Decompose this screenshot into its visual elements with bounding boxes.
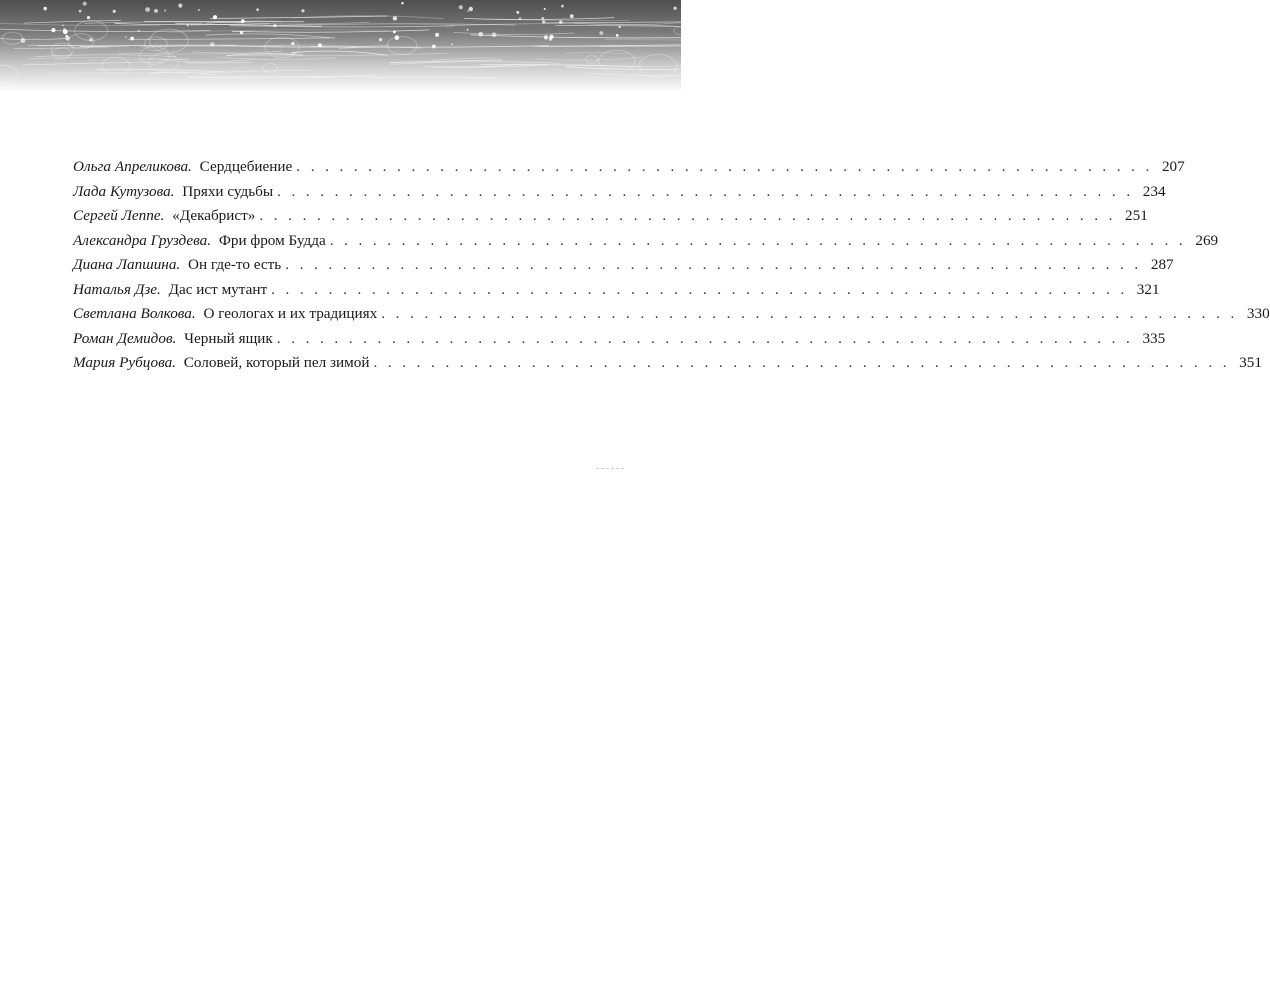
snow-dot [616,34,619,37]
dot-leader: . . . . . . . . . . . . . . . . . . . . . . . . . . . . . . . . . . . . . . . . . . . . . . . . . . . . . . . . . . . . [271,280,1128,298]
snow-dot [145,7,150,12]
toc-title: Пряхи судьбы [182,182,274,200]
snow-dot [570,14,574,18]
snow-dot [154,9,158,13]
toc-page-number: 330 [1246,305,1270,322]
snow-dot [62,25,64,27]
snow-dot [164,10,166,12]
toc-author: Светлана Волкова. [73,305,196,322]
snow-dot [469,7,473,11]
snow-dot [21,38,26,43]
toc-author: Мария Рубцова. [73,354,176,371]
snow-dot [435,33,439,37]
snow-dot [256,8,259,11]
toc-title: Сердцебиение [199,158,293,175]
snow-dot [599,31,603,35]
snow-dot [544,35,548,39]
snow-dot [318,43,322,47]
snow-dot [301,9,304,12]
snow-dot [459,5,463,9]
toc-page-number: 269 [1195,231,1219,249]
toc-page-number: 287 [1150,256,1174,273]
snow-dot [113,10,116,13]
dot-leader: . . . . . . . . . . . . . . . . . . . . . . . . . . . . . . . . . . . . . . . . . . . . . . . . . . . . . . . . . . . . [373,354,1230,371]
toc-title: Фри фром Будда [218,231,326,249]
dot-leader: . . . . . . . . . . . . . . . . . . . . . . . . . . . . . . . . . . . . . . . . . . . . . . . . . . . . . . . . . . . . [285,256,1142,273]
toc-page-number: 335 [1142,329,1166,347]
snow-dot [89,38,93,42]
snow-dot [130,37,134,41]
snow-dot [549,38,552,41]
toc-page-number: 207 [1161,158,1185,175]
winter-pattern-illustration [0,0,681,92]
toc-entry[interactable] [73,302,1270,327]
toc-entry[interactable] [73,204,1148,229]
toc-page-number: 234 [1142,182,1166,200]
toc-title: Черный ящик [184,329,273,347]
snow-dot [291,42,294,45]
toc-author: Александра Груздева. [73,231,212,249]
snow-dot [401,2,403,4]
toc-page-number: 321 [1136,280,1160,298]
snow-dot [79,10,82,13]
snow-dot [178,4,182,8]
snow-dot [87,16,90,19]
snow-dot [83,2,87,6]
toc-page-number: 251 [1125,207,1148,224]
snow-dot [542,20,545,23]
snow-dot [478,32,483,37]
toc-title: Он где-то есть [188,256,282,273]
toc-entry[interactable] [73,253,1174,278]
dot-leader: . . . . . . . . . . . . . . . . . . . . . . . . . . . . . . . . . . . . . . . . . . . . . . . . . . . . . . . . . . . . [259,207,1116,224]
snow-dot [273,24,277,28]
toc-entry[interactable] [73,229,1219,254]
snow-dot [241,19,245,23]
snow-dot [619,26,621,28]
toc-author: Сергей Леппе. [73,207,165,224]
decorative-header-band [0,0,681,92]
snow-dot [467,29,469,31]
toc-entry[interactable] [73,180,1166,205]
snow-dot [516,11,519,14]
snow-dot [561,5,564,8]
snow-dot [63,29,68,34]
snow-dot [43,7,47,11]
scribble-stroke [606,40,829,41]
snow-dot [519,18,522,21]
snow-dot [240,31,243,34]
toc-entry[interactable] [73,327,1166,352]
snow-dot [125,36,127,38]
dot-leader: . . . . . . . . . . . . . . . . . . . . . . . . . . . . . . . . . . . . . . . . . . . . . . . . . . . . . . . . . . . . [381,305,1238,322]
snow-dot [432,45,436,49]
snow-dot [393,16,397,20]
snow-dot [186,24,189,27]
table-of-contents [73,155,1270,376]
dot-leader: . . . . . . . . . . . . . . . . . . . . . . . . . . . . . . . . . . . . . . . . . . . . . . . . . . . . . . . . . . . . [296,158,1153,175]
snow-dot [559,20,563,24]
toc-entry[interactable] [73,351,1262,376]
snow-dot [395,35,400,40]
toc-title: Дас ист мутант [168,280,268,298]
toc-entry[interactable] [73,155,1185,180]
dot-leader: . . . . . . . . . . . . . . . . . . . . . . . . . . . . . . . . . . . . . . . . . . . . . . . . . . . . . . . . . . . . [277,182,1134,200]
dot-leader: . . . . . . . . . . . . . . . . . . . . . . . . . . . . . . . . . . . . . . . . . . . . . . . . . . . . . . . . . . . . [329,231,1187,249]
snow-dot [451,43,453,45]
toc-author: Диана Лапшина. [73,256,181,273]
toc-title: «Декабрист» [172,207,256,224]
snow-dot [393,30,396,33]
toc-title: О геологах и их традициях [203,305,378,322]
dot-leader: . . . . . . . . . . . . . . . . . . . . . . . . . . . . . . . . . . . . . . . . . . . . . . . . . . . . . . . . . . . . [276,329,1134,347]
snow-dot [467,10,469,12]
toc-author: Роман Демидов. [73,329,177,347]
snow-dot [492,32,497,37]
toc-author: Лада Кутузова. [73,182,175,200]
toc-entry[interactable] [73,278,1160,303]
faint-page-mark [596,467,626,470]
snow-dot [210,42,215,47]
snow-dot [541,17,544,20]
toc-title: Соловей, который пел зимой [183,354,370,371]
snow-dot [51,28,55,32]
snow-dot [138,30,140,32]
toc-page-number: 351 [1239,354,1262,371]
snow-dot [198,9,200,11]
snow-dot [674,7,677,10]
snow-dot [65,36,70,41]
snow-dot [379,38,382,41]
toc-author: Наталья Дзе. [73,280,161,298]
snow-dot [213,15,217,19]
toc-author: Ольга Апреликова. [73,158,192,175]
snow-dot [544,8,546,10]
